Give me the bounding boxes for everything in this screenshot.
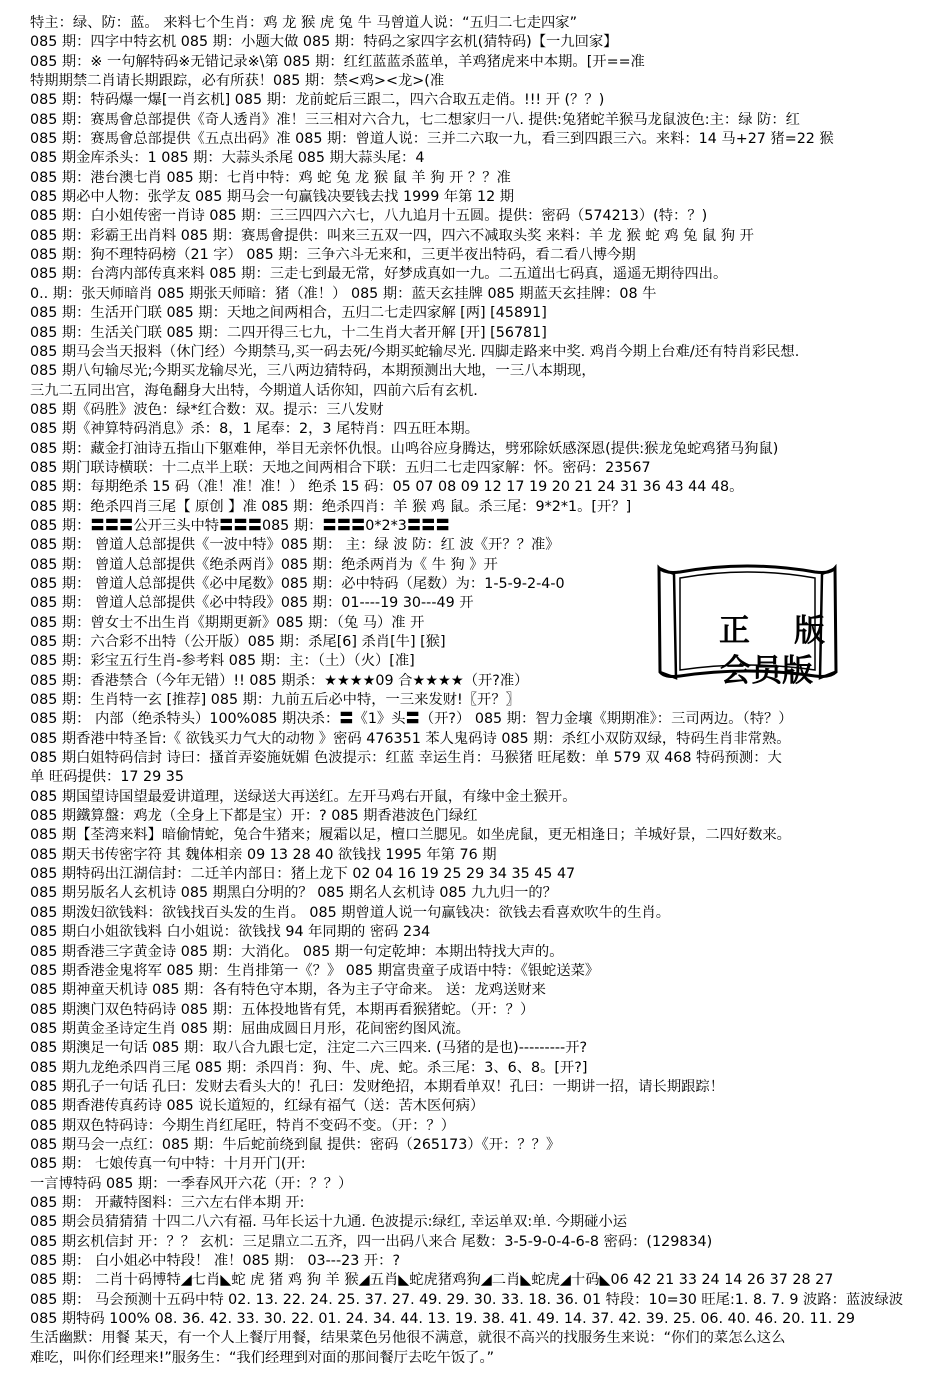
text-line: 085 期孔子一句话 孔曰：发财去看头大的！孔曰：发财绝招，本期看单双！孔曰：一期讲一招，请长期跟踪！	[30, 1078, 725, 1095]
text-line: 085 期天书传密字符 其 魏体相亲 09 13 28 40 欲钱找 1995 年第 76 期	[30, 846, 497, 863]
text-line: 085 期特码 100% 08. 36. 42. 33. 30. 22. 01. 24. 34. 44. 13. 19. 38. 41. 49. 14. 37. 42. 39. 25. 06. 40. 46. 20. 11. 29	[30, 1311, 855, 1328]
text-line: 单 旺码提供：17 29 35	[30, 769, 184, 786]
text-line: 085 期澳门双色特码诗 085 期：五体投地皆有凭，本期再看猴猪蛇。（开：？）	[30, 1001, 535, 1018]
text-line: 085 期：港台澳七肖 085 期：七肖中特：鸡 蛇 兔 龙 猴 鼠 羊 狗 开 ？？准	[30, 169, 511, 186]
text-line: 085 期：六合彩不出特（公开版）085 期：杀尾[6] 杀肖[牛] [猴]	[30, 634, 446, 650]
text-line: 085 期： 七娘传真一句中特：十月开门(开:	[30, 1156, 306, 1173]
text-line: 085 期八句输尽光;今期买龙输尽光，三八两边猜特码，本期预测出大地，一三八本期现，	[30, 363, 596, 380]
text-line: 085 期：四字中特玄机 085 期：小题大做 085 期：特码之家四字玄机(猜特码)【一九回家】	[30, 34, 618, 51]
text-line: 085 期：台湾内部传真来料 085 期：三走七到最无常，好梦成真如一九。二五道出七码真，遥遥无期待四出。	[30, 266, 728, 283]
text-line: 085 期：曾女士不出生肖《期期更新》085 期：（兔 马）准 开	[30, 614, 425, 631]
text-line: 085 期：生活开门联 085 期：天地之间两相合，五归二七走四家解 [两] [45891]	[30, 305, 547, 322]
text-line: 085 期：〓〓〓公开三头中特〓〓〓085 期：〓〓〓0*2*3〓〓〓	[30, 517, 450, 534]
text-line: 085 期神童天机诗 085 期：各有特色守本期，各为主子守命来。 送：龙鸡送财来	[30, 982, 546, 999]
banner-member-edition: 会员版	[720, 653, 813, 689]
text-line: 085 期必中人物：张学友 085 期马会一句赢钱决要钱去找 1999 年第 12 期	[30, 189, 515, 206]
text-line: 085 期： 曾道人总部提供《绝杀两肖》085 期：绝杀两肖为《 牛 狗 》开	[30, 556, 498, 573]
text-line: 085 期马会一点红：085 期：牛后蛇前绕到鼠 提供：密码（265173）《开：？？》	[30, 1136, 561, 1153]
text-line: 085 期：赛馬會总部提供《奇人透肖》准！三三相对六合九，七二想家归一八. 提供:兔猪蛇羊猴马龙鼠波色:主：绿 防：红	[30, 111, 800, 128]
text-line: 085 期玄机信封 开：？？ 玄机：三足鼎立二五齐，四一出码八来合 尾数：3-5-9-0-4-6-8 密码：(129834)	[30, 1233, 713, 1250]
text-line: 085 期香港三字黄金诗 085 期：大消化。 085 期一句定乾坤：本期出特找大声的。	[30, 943, 564, 960]
text-line: 085 期泼妇欲钱料：欲钱找百头发的生肖。 085 期曾道人说一句赢钱决：欲钱去看喜欢吹牛的生肖。	[30, 904, 671, 921]
text-line: 085 期香港中特圣旨:《 欲钱买力气大的动物 》密码 476351 苯人鬼码诗 085 期：杀红小双防双绿，特码生肖非常熟。	[30, 730, 791, 747]
text-line: 085 期：特码爆一爆[一肖玄机] 085 期：龙前蛇后三跟二，四六合取五走俏。!!! 开 (？？)	[30, 92, 605, 109]
text-line: 085 期澳足一句话 085 期：取八合九跟七定，注定二六三四来. (马猪的是也)---------开?	[30, 1040, 588, 1057]
text-line: 085 期：每期绝杀 15 码（准！准！准！） 绝杀 15 码：05 07 08 09 12 17 19 20 21 24 31 36 43 44 48。	[30, 479, 744, 496]
text-line: 085 期：狗不理特码榜（21 字） 085 期：三争六斗无来和，三更半夜出特码，看二看八博今期	[30, 247, 636, 264]
text-line: 生活幽默：用餐 某天，有一个人上餐厅用餐，结果菜色另他很不满意，就很不高兴的找服务生来说：“你们的菜怎么这么	[30, 1330, 786, 1347]
text-line: 085 期：彩宝五行生肖-参考料 085 期：主：（土）（火）[准]	[30, 653, 415, 670]
banner-char-ban: 版	[794, 613, 825, 649]
edition-banner	[650, 560, 845, 689]
text-line: 085 期马会当天报料（休门经）今期禁马,买一码去死/今期买蛇输尽光. 四脚走路来中奖. 鸡肖今期上台难/还有特肖彩民想.	[30, 343, 800, 360]
banner-char-zheng: 正	[719, 613, 750, 649]
text-line: 085 期黄金圣诗定生肖 085 期：屈曲成圆日月形，花间密约图风流。	[30, 1020, 470, 1037]
text-line: 085 期：赛馬會总部提供《五点出码》准 085 期：曾道人说：三并二六取一九，看三到四跟三六。来料：14 马+27 猪=22 猴	[30, 131, 834, 148]
text-line: 085 期：生肖特一玄 [推荐] 085 期：九前五后必中特，一三来发财!〖开？〗	[30, 692, 520, 709]
text-line: 085 期：※ 一句解特码※无错记录※\第 085 期：红红蓝蓝杀蓝单，羊鸡猪虎来中本期。[开==准	[30, 53, 645, 70]
text-line: 085 期【荃湾来料】暗偷情蛇，兔合牛猪来；履霜以足，檀口兰腮见。如坐虎鼠，更无相逢日；羊城好景，二四好数来。	[30, 827, 791, 844]
text-line: 085 期：绝杀四肖三尾【 原创 】准 085 期：绝杀四肖：羊 猴 鸡 鼠。杀三尾：9*2*1。[开？]	[30, 498, 632, 515]
text-line: 085 期双色特码诗：今期生肖红尾旺，特肖不变码不变。（开：？）	[30, 1117, 455, 1134]
text-line: 085 期： 白小姐必中特段！ 准！085 期： 03---23 开：?	[30, 1253, 401, 1269]
text-line: 085 期《神算特码消息》杀：8，1 尾奉：2，3 尾特肖：四五旺本期。	[30, 421, 480, 438]
text-line: 085 期： 二肖十码博特◢七肖◣蛇 虎 猪 鸡 狗 羊 猴◢五肖◣蛇虎猪鸡狗◢二肖◣蛇虎◢十码◣06 42 21 33 24 14 26 37 28 27	[30, 1272, 834, 1289]
text-line: 三九二五同出宫，海龟翻身大出特，今期道人话你知，四前六后有玄机.	[30, 382, 478, 399]
text-line: 085 期香港金鬼将军 085 期：生肖排第一《？》 085 期富贵童子成语中特：《银蛇送菜》	[30, 962, 600, 979]
text-line: 085 期：香港禁合（今年无错）!! 085 期杀：★★★★09 合★★★★（开?准）	[30, 672, 529, 689]
text-line: 085 期鐵算盤：鸡龙（全身上下都是宝）开：? 085 期香港波色门绿红	[30, 808, 478, 825]
text-line: 085 期：藏金打油诗五指山下躯难伸，举目无亲怀仇恨。山鸣谷应身腾达，劈邪除妖感深恩(提供:猴龙兔蛇鸡猪马狗鼠)	[30, 440, 779, 457]
text-line: 085 期国望诗国望最爱讲道理，送绿送大再送红。左开马鸡右开鼠，有缘中金土猴开。	[30, 788, 577, 805]
text-line: 085 期： 曾道人总部提供《一波中特》085 期： 主：绿 波 防：红 波《开？？准》	[30, 537, 560, 554]
text-line: 085 期：白小姐传密一肖诗 085 期：三三四四六六七，八九追月十五圆。提供：密码（574213）(特：？)	[30, 208, 708, 225]
text-line: 085 期： 曾道人总部提供《必中尾数》085 期：必中特码（尾数）为：1-5-9-2-4-0	[30, 575, 565, 592]
text-line: 特期期禁二肖请长期跟踪，必有所获！085 期：禁<鸡><龙>(准	[30, 73, 445, 90]
text-line: 085 期： 曾道人总部提供《必中特段》085 期：01----19 30---49 开	[30, 595, 474, 612]
text-line: 085 期香港传真药诗 085 说长道短的，红绿有福气（送：苦木医何病）	[30, 1098, 485, 1115]
text-line: 085 期白小姐欲钱料 白小姐说：欲钱找 94 年同期的 密码 234	[30, 924, 431, 941]
text-line: 085 期：彩霸王出肖料 085 期：赛馬會提供：叫来三五双一四，四六不减取头奖 来料：羊 龙 猴 蛇 鸡 兔 鼠 狗 开	[30, 227, 754, 244]
text-line: 一言博特码 085 期：一季春风开六花（开：？？）	[30, 1175, 353, 1192]
text-line: 085 期另版名人玄机诗 085 期黑白分明的？ 085 期名人玄机诗 085 九九归一的？	[30, 885, 557, 902]
text-line: 085 期金库杀头：1 085 期：大蒜头杀尾 085 期大蒜头尾：4	[30, 150, 425, 167]
text-line: 085 期： 马会预测十五码中特 02. 13. 22. 24. 25. 37. 27. 49. 29. 30. 33. 18. 36. 01 特段：10=30 旺尾:1. 8. 7. 9 波路：蓝波绿波	[30, 1291, 904, 1308]
text-line: 085 期：生活关门联 085 期：二四开得三七九，十二生肖大者开解 [开] [56781]	[30, 324, 547, 341]
text-line: 085 期： 内部（绝杀特头）100%085 期决杀：〓《1》头〓（开?） 085 期：智力金壤《期期准》：三司两边。（特？）	[30, 711, 793, 728]
text-line: 085 期： 开藏特图料：三六左右伴本期 开:	[30, 1194, 305, 1211]
text-line: 085 期门联诗横联：十二点半上联：天地之间两相合下联：五归二七走四家解：怀。密码：23567	[30, 459, 651, 476]
text-line: 085 期《码胜》波色：绿*红合数：双。提示：三八发财	[30, 401, 384, 418]
text-line: 085 期九龙绝杀四肖三尾 085 期：杀四肖：狗、牛、虎、蛇。杀三尾：3、6、8。[开?]	[30, 1059, 588, 1076]
text-line: 085 期白姐特码信封 诗曰：搔首弄姿施妩媚 色波提示：红蓝 幸运生肖：马猴猪 旺尾数：单 579 双 468 特码预测：大	[30, 750, 782, 767]
text-line: 0.. 期：张天师暗肖 085 期张天师暗：猪（准！） 085 期：蓝天玄挂牌 085 期蓝天玄挂牌：08 牛	[30, 285, 657, 302]
text-line: 085 期会员猜猜猜 十四二八六有福. 马年长运十九通. 色波提示:绿红, 幸运单双:单. 今期碰小运	[30, 1214, 628, 1231]
text-line: 085 期特码出江湖信封：二迁羊内部日：猪上龙下 02 04 16 19 25 29 34 35 45 47	[30, 866, 576, 883]
text-column	[30, 14, 942, 1368]
text-line: 特主：绿、防：蓝。 来料七个生肖：鸡 龙 猴 虎 兔 牛 马曾道人说：“五归二七走四家”	[30, 15, 578, 31]
text-line: 难吃，叫你们经理来!”服务生：“我们经理到对面的那间餐厅去吃午饭了。”	[30, 1349, 495, 1366]
